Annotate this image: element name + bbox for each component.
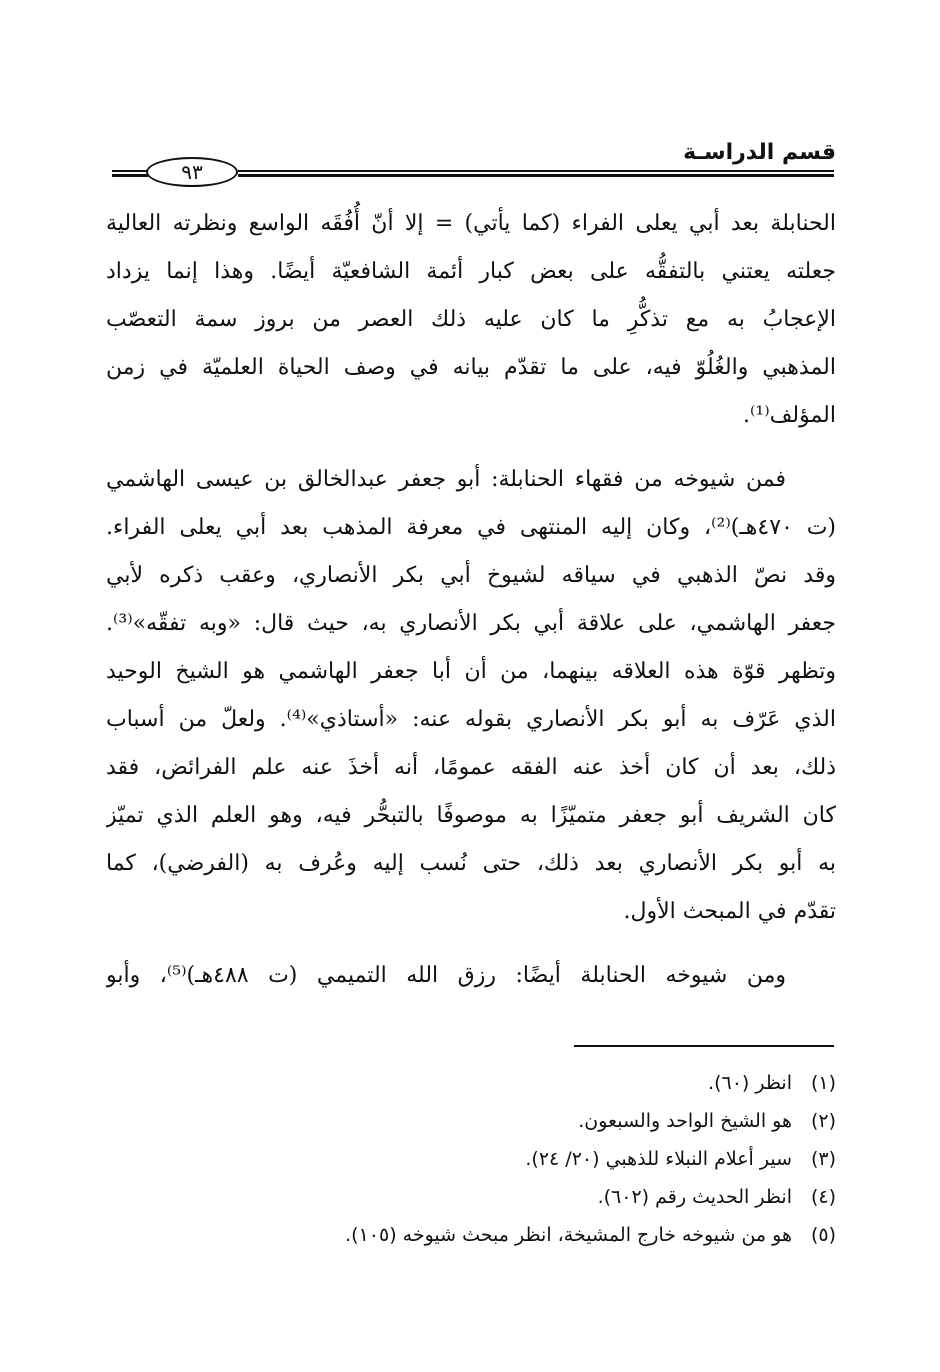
footnote-text: انظر الحديث رقم (٦٠٢). — [597, 1186, 792, 1208]
footnote-separator — [574, 1045, 834, 1047]
footnotes — [106, 1064, 836, 1254]
main-text — [106, 200, 836, 1000]
page-number: ٩٣ — [146, 157, 238, 187]
footnote-text: هو من شيوخه خارج المشيخة، انظر مبحث شيوخه (١٠٥). — [345, 1224, 792, 1246]
footnote-number: (١) — [810, 1072, 836, 1094]
footnote-number: (٢) — [810, 1110, 836, 1132]
footnote-text: انظر (٦٠). — [708, 1072, 792, 1094]
footnote-item — [106, 1102, 836, 1140]
text-line: (ت ٤٧٠هـ)⁽²⁾، وكان إليه المنتهى في معرفة المذهب بعد أبي يعلى الفراء. — [106, 515, 836, 540]
running-title: قسم الدراسـة — [683, 140, 836, 165]
text-line: وقد نصّ الذهبي في سياقه لشيوخ أبي بكر الأنصاري، وعقب ذكره لأبي — [106, 563, 836, 588]
footnote-number: (٤) — [810, 1186, 836, 1208]
text-line: وتظهر قوّة هذه العلاقه بينهما، من أن أبا جعفر الهاشمي هو الشيخ الوحيد — [106, 659, 836, 684]
text-line: المذهبي والغُلُوّ فيه، على ما تقدّم بيانه في وصف الحياة العلميّة في زمن — [106, 355, 836, 380]
text-line: الحنابلة بعد أبي يعلى الفراء (كما يأتي) = إلا أنّ أُفُقَه الواسع ونظرته العالية — [106, 211, 836, 236]
text-line: به أبو بكر الأنصاري بعد ذلك، حتى نُسب إليه وعُرف به (الفرضي)، كما — [106, 851, 836, 876]
footnote-number: (٥) — [810, 1224, 836, 1246]
footnote-item — [106, 1216, 836, 1254]
text-line: الإعجابُ به مع تذكُّرِ ما كان عليه ذلك العصر من بروز سمة التعصّب — [106, 307, 836, 332]
text-line: المؤلف⁽¹⁾. — [742, 403, 836, 428]
text-line: الذي عَرّف به أبو بكر الأنصاري بقوله عنه: «أستاذي»⁽⁴⁾. ولعلّ من أسباب — [106, 707, 836, 732]
footnote-number: (٣) — [810, 1148, 836, 1170]
header-rule-left — [112, 166, 148, 180]
text-line: فمن شيوخه من فقهاء الحنابلة: أبو جعفر عبدالخالق بن عيسى الهاشمي — [106, 467, 786, 492]
text-line: جعفر الهاشمي، على علاقة أبي بكر الأنصاري به، حيث قال: «وبه تفقّه»⁽³⁾. — [106, 611, 836, 636]
text-line: كان الشريف أبو جعفر متميّزًا به موصوفًا بالتبحُّر فيه، وهو العلم الذي تميّز — [106, 803, 836, 828]
text-line: جعلته يعتني بالتفقُّه على بعض كبار أئمة الشافعيّة أيضًا. وهذا إنما يزداد — [106, 259, 836, 284]
paragraph-gap — [106, 936, 836, 952]
footnote-text: سير أعلام النبلاء للذهبي (٢٠/ ٢٤). — [525, 1148, 792, 1170]
paragraph-gap — [106, 440, 836, 456]
footnote-item — [106, 1178, 836, 1216]
footnote-text: هو الشيخ الواحد والسبعون. — [578, 1110, 792, 1132]
header-rule-right — [238, 166, 834, 180]
text-line: ذلك، بعد أن كان أخذ عنه الفقه عمومًا، أنه أخذَ عنه علم الفرائض، فقد — [106, 755, 836, 780]
footnote-item — [106, 1064, 836, 1102]
text-line: ومن شيوخه الحنابلة أيضًا: رزق الله التميمي (ت ٤٨٨هـ)⁽⁵⁾، وأبو — [106, 963, 786, 988]
text-line: تقدّم في المبحث الأول. — [623, 899, 836, 924]
footnote-item — [106, 1140, 836, 1178]
